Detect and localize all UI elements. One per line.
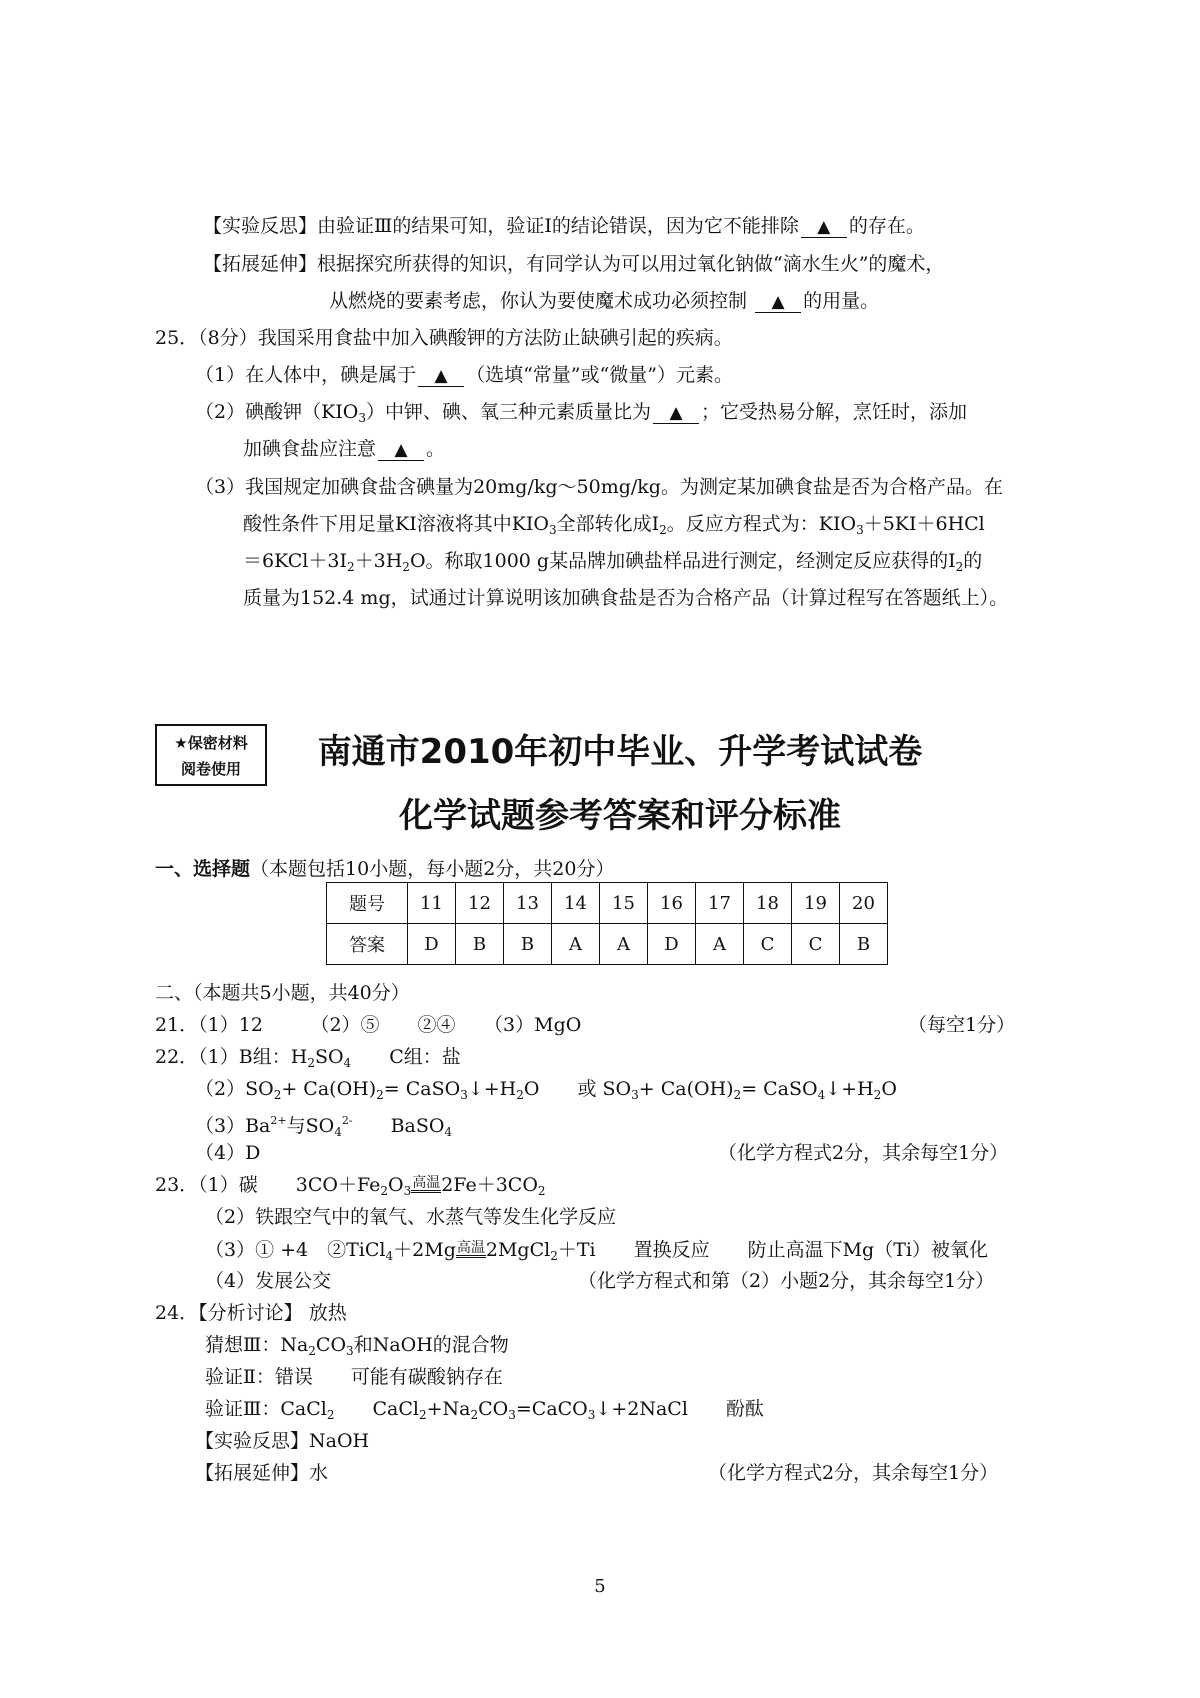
score-note-23: （化学方程式和第（2）小题2分，其余每空1分） bbox=[578, 1270, 995, 1292]
q25-part3-line3: $=6KCl+3I_2+3H_2O$。称取1000 g某品牌加碘盐样品进行测定，经测定反应获得的$I_2$的 bbox=[243, 550, 983, 574]
table-row-numbers bbox=[327, 883, 888, 924]
answer-blank: ▲ bbox=[801, 217, 847, 238]
high-temperature-condition: 高温 bbox=[456, 1240, 485, 1256]
q25-stem: 25．（8分）我国采用食盐中加入碘酸钾的方法防止缺碘引起的疾病。 bbox=[155, 327, 733, 349]
page-number: 5 bbox=[594, 1576, 606, 1597]
confidential-stamp: ★保密材料 阅卷使用 bbox=[155, 724, 267, 786]
table-cell: D bbox=[648, 924, 696, 965]
answer-blank: ▲ bbox=[653, 403, 699, 424]
answer-24-extension: 【拓展延伸】水 bbox=[195, 1462, 329, 1484]
answer-23-part4: （4）发展公交 bbox=[205, 1270, 332, 1292]
table-cell: 20 bbox=[840, 883, 888, 924]
q25-part2-line1: （2）碘酸钾$(KIO_3)$中钾、碘、氧三种元素质量比为 ▲ ；它受热易分解，烹饪时，添加 bbox=[195, 401, 968, 425]
q25-part2-line2: 加碘食盐应注意 ▲ 。 bbox=[243, 438, 446, 460]
table-cell: C bbox=[744, 924, 792, 965]
exam-title: 南通市2010年初中毕业、升学考试试卷 bbox=[317, 732, 923, 772]
answer-21: 21．（1）12 （2）⑤ ②④ （3）MgO bbox=[155, 1014, 582, 1036]
section2-heading: 二、（本题共5小题，共40分） bbox=[155, 982, 410, 1004]
score-note-24: （化学方程式2分，其余每空1分） bbox=[708, 1462, 999, 1484]
table-cell: 17 bbox=[696, 883, 744, 924]
table-cell: B bbox=[504, 924, 552, 965]
table-cell: A bbox=[552, 924, 600, 965]
table-cell: 13 bbox=[504, 883, 552, 924]
table-cell: D bbox=[408, 924, 456, 965]
table-cell: 15 bbox=[600, 883, 648, 924]
answer-24-reflection: 【实验反思】NaOH bbox=[195, 1430, 370, 1452]
answer-blank: ▲ bbox=[755, 292, 801, 313]
table-header-cell: 答案 bbox=[327, 924, 408, 965]
answer-23-part2: （2）铁跟空气中的氧气、水蒸气等发生化学反应 bbox=[205, 1206, 617, 1228]
high-temperature-condition: 高温 bbox=[412, 1175, 441, 1191]
table-cell: A bbox=[600, 924, 648, 965]
extension-line-2: 从燃烧的要素考虑，你认为要使魔术成功必须控制 ▲ 的用量。 bbox=[329, 290, 880, 312]
answer-blank: ▲ bbox=[378, 440, 424, 461]
answer-key-title: 化学试题参考答案和评分标准 bbox=[399, 796, 841, 836]
table-cell: B bbox=[456, 924, 504, 965]
table-cell: 16 bbox=[648, 883, 696, 924]
table-cell: 14 bbox=[552, 883, 600, 924]
answer-24-verify3: 验证Ⅲ：CaCl$_2$ $CaCl_2+Na_2CO_3=CaCO_3↓+2NaCl$ 酚酞 bbox=[205, 1398, 764, 1422]
table-cell: A bbox=[696, 924, 744, 965]
reflect-line: 【实验反思】由验证Ⅲ的结果可知，验证Ⅰ的结论错误，因为它不能排除 ▲ 的存在。 bbox=[203, 215, 925, 237]
answer-23-part1: 23．（1）碳 $3CO+Fe_2O_3$高温$2Fe+3CO_2$ bbox=[155, 1174, 546, 1198]
answer-blank: ▲ bbox=[418, 366, 464, 387]
answer-22-part1: 22．（1）B组：$H_2SO_4$ C组：盐 bbox=[155, 1046, 461, 1070]
table-cell: B bbox=[840, 924, 888, 965]
q25-part1: （1）在人体中，碘是属于 ▲ （选填“常量”或“微量”）元素。 bbox=[195, 364, 733, 386]
section1-heading: 一、选择题（本题包括10小题，每小题2分，共20分） bbox=[155, 858, 615, 880]
q25-part3-line4: 质量为152.4 mg，试通过计算说明该加碘食盐是否为合格产品（计算过程写在答题纸上）。 bbox=[243, 587, 1009, 609]
table-cell: 11 bbox=[408, 883, 456, 924]
table-cell: 12 bbox=[456, 883, 504, 924]
score-note-21: （每空1分） bbox=[908, 1014, 1016, 1036]
answer-22-part4: （4）D bbox=[195, 1142, 261, 1164]
table-row-answers bbox=[327, 924, 888, 965]
extension-line-1: 【拓展延伸】根据探究所获得的知识，有同学认为可以用过氧化钠做“滴水生火”的魔术， bbox=[203, 253, 945, 275]
answer-table bbox=[326, 882, 888, 965]
answer-22-part2: $(2)SO_2+ Ca(OH)_2=$ $CaSO_3↓+H_2O$ 或 $SO_3+ Ca(OH)_2=$ $CaSO_4↓+H_2O$ bbox=[195, 1078, 897, 1102]
answer-23-part3: （3）① +4 ②TiCl$_4$＋2Mg高温2MgCl$_2$＋Ti 置换反应 防止高温下Mg（Ti）被氧化 bbox=[205, 1239, 988, 1263]
table-cell: 19 bbox=[792, 883, 840, 924]
table-header-cell: 题号 bbox=[327, 883, 408, 924]
q25-part3-line1: （3）我国规定加碘食盐含碘量为20mg/kg～50mg/kg。为测定某加碘食盐是否为合格产品。在 bbox=[195, 476, 1003, 498]
q25-part3-line2: 酸性条件下用足量KI溶液将其中$KIO_3$全部转化成$I_2$。反应方程式为：$KIO_3+5KI+6HCl$ bbox=[243, 513, 985, 537]
table-cell: 18 bbox=[744, 883, 792, 924]
answer-22-part3: $(3)Ba^{2+}$与$SO_4^{2-}$ BaSO$_4$ bbox=[195, 1114, 453, 1139]
answer-24-verify2: 验证Ⅱ：错误 可能有碳酸钠存在 bbox=[205, 1366, 503, 1388]
answer-24-analysis: 24．【分析讨论】 放热 bbox=[155, 1302, 347, 1324]
score-note-22: （化学方程式2分，其余每空1分） bbox=[718, 1142, 1009, 1164]
answer-24-guess3: 猜想Ⅲ：$Na_2CO_3$和NaOH的混合物 bbox=[205, 1334, 509, 1358]
table-cell: C bbox=[792, 924, 840, 965]
